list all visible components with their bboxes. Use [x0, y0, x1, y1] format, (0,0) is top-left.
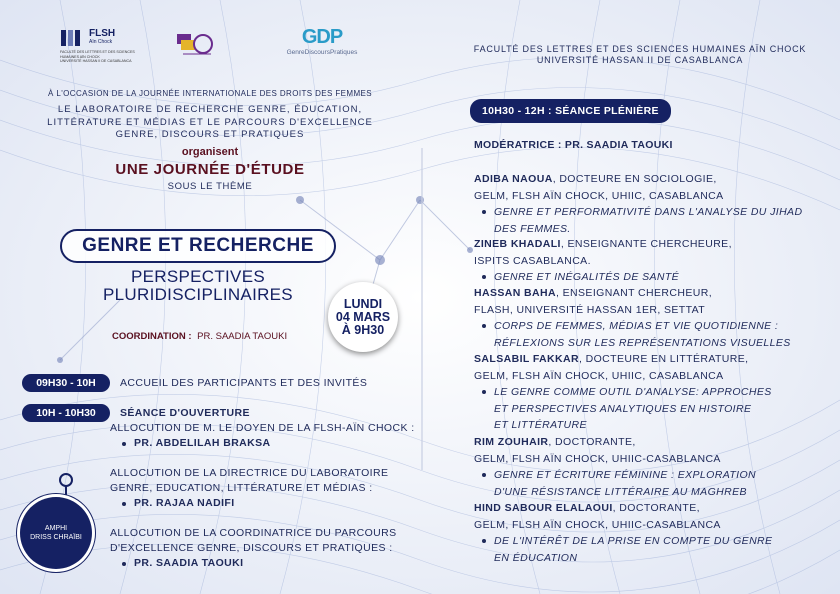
date-day: LUNDI — [343, 296, 383, 311]
speaker-name: RIM ZOUHAIR — [474, 436, 549, 448]
talk-line: DES FEMMES. — [494, 222, 571, 235]
talk-line: RÉFLEXIONS SUR LES REPRÉSENTATIONS VISUELLES — [494, 336, 791, 349]
date-badge — [328, 282, 398, 352]
speaker-name: ZINEB KHADALI — [474, 238, 561, 250]
date-time: À 9H30 — [341, 322, 385, 337]
talk-title — [474, 318, 804, 351]
bullet-dot — [482, 390, 486, 394]
moderator-line: MODÉRATRICE : PR. SAADIA TAOUKI — [474, 139, 673, 151]
opening-speaker: PR. RAJAA NADIFI — [134, 497, 235, 509]
faculty-name: FACULTÉ DES LETTRES ET DES SCIENCES HUMAINES AÏN CHOCK — [473, 44, 807, 54]
speaker-entry — [474, 434, 804, 500]
venue-badge — [20, 497, 92, 569]
talk-line: D'UNE RÉSISTANCE LITTÉRAIRE AU MAGHREB — [494, 485, 747, 498]
talk-line: ET PERSPECTIVES ANALYTIQUES EN HISTOIRE — [494, 402, 752, 415]
speaker-name: SALSABIL FAKKAR — [474, 353, 579, 365]
speaker-entry — [474, 236, 804, 286]
speaker-name: ADIBA NAOUA — [474, 173, 553, 185]
speaker-affiliation: GELM, FLSH AÏN CHOCK, UHIIC, CASABLANCA — [474, 189, 724, 202]
flsh-logo-letters: FLSH — [89, 28, 116, 39]
intro-block — [0, 89, 420, 192]
speaker-role: , DOCTEURE EN SOCIOLOGIE, — [552, 173, 717, 185]
talk-line: GENRE ET ÉCRITURE FÉMININE : EXPLORATION — [494, 469, 757, 481]
venue-line: DRISS CHRAÏBI — [30, 534, 82, 541]
event-type-title: UNE JOURNÉE D'ÉTUDE — [115, 160, 305, 178]
bullet-dot — [482, 473, 486, 477]
talk-line: GENRE ET INÉGALITÉS DE SANTÉ — [494, 271, 680, 283]
talk-title — [474, 533, 804, 566]
date-day-month: 04 MARS — [335, 309, 391, 324]
coordination-name: PR. SAADIA TAOUKI — [197, 331, 288, 342]
lab-emblem-icon — [175, 30, 215, 58]
organizers-text — [0, 104, 420, 142]
opening-speech-line: ALLOCUTION DE LA DIRECTRICE DU LABORATOIRE — [110, 467, 389, 479]
speaker-affiliation: GELM, FLSH AÏN CHOCK, UHIIC, CASABLANCA — [474, 369, 724, 382]
faculty-header — [470, 44, 810, 66]
speaker-role: , DOCTEURE EN LITTÉRATURE, — [578, 353, 749, 365]
bullet-dot — [482, 275, 486, 279]
flsh-emblem-icon — [60, 28, 86, 48]
opening-speech — [110, 421, 415, 451]
organisent-text: organisent — [181, 145, 239, 158]
bullet-dot — [122, 502, 126, 506]
speaker-name: HASSAN BAHA — [474, 287, 556, 299]
talk-line: ET LITTÉRATURE — [494, 419, 587, 431]
schedule-time: 09H30 - 10H — [22, 374, 110, 392]
speaker-entry — [474, 171, 804, 237]
flsh-logo — [60, 28, 140, 64]
gdp-logo — [272, 26, 372, 56]
speaker-bullet — [110, 496, 388, 511]
speaker-role: , DOCTORANTE, — [548, 436, 636, 448]
flsh-caption-line: FACULTÉ DES LETTRES ET DES SCIENCES — [60, 50, 135, 54]
coordination-label: COORDINATION : — [112, 331, 192, 342]
subtitle-block — [60, 268, 336, 304]
speaker-name: HIND SABOUR ELALAOUI — [474, 502, 613, 514]
talk-line: GENRE ET PERFORMATIVITÉ DANS L'ANALYSE DU JIHAD — [494, 206, 803, 218]
schedule-time: 10H - 10H30 — [22, 404, 110, 422]
opening-speech-line: D'EXCELLENCE GENRE, DISCOURS ET PRATIQUES : — [110, 542, 393, 554]
venue-line: AMPHI — [44, 525, 68, 532]
schedule-text: SÉANCE D'OUVERTURE — [120, 407, 250, 419]
speaker-bullet — [110, 556, 397, 571]
lab-logo — [175, 30, 215, 63]
talk-title — [474, 384, 804, 434]
university-name: UNIVERSITÉ HASSAN II DE CASABLANCA — [536, 55, 744, 65]
bullet-dot — [122, 442, 126, 446]
flsh-logo-caption — [60, 50, 140, 64]
speaker-entry — [474, 351, 804, 434]
schedule-text: ACCUEIL DES PARTICIPANTS ET DES INVITÉS — [120, 377, 368, 389]
opening-speech-line: ALLOCUTION DE LA COORDINATRICE DU PARCOURS — [110, 527, 397, 539]
opening-speaker: PR. SAADIA TAOUKI — [134, 557, 244, 569]
opening-speech-line: ALLOCUTION DE M. LE DOYEN DE LA FLSH-AÏN CHOCK : — [110, 422, 415, 434]
talk-line: CORPS DE FEMMES, MÉDIAS ET VIE QUOTIDIENNE : — [494, 320, 779, 332]
subtitle-line: PERSPECTIVES — [131, 267, 265, 286]
speaker-affiliation: GELM, FLSH AÏN CHOCK, UHIIC-CASABLANCA — [474, 452, 721, 465]
organizers-line: LITTÉRATURE ET MÉDIAS ET LE PARCOURS D'EXCELLENCE — [47, 116, 373, 128]
flsh-caption-line: HUMAINES AÏN CHOCK — [60, 54, 100, 59]
subtitle-line: PLURIDISCIPLINAIRES — [103, 285, 293, 304]
schedule-row — [22, 404, 250, 422]
talk-line: EN ÉDUCATION — [494, 551, 578, 564]
speaker-entry — [474, 500, 804, 566]
talk-title — [474, 269, 804, 286]
plenary-label: 10H30 - 12H : SÉANCE PLÉNIÈRE — [470, 99, 671, 123]
opening-speech-line: GENRE, EDUCATION, LITTÉRATURE ET MÉDIAS : — [110, 482, 373, 494]
flsh-caption-line: UNIVERSITÉ HASSAN II DE CASABLANCA — [60, 59, 132, 63]
speaker-bullet — [110, 436, 415, 451]
theme-intro: SOUS LE THÈME — [167, 180, 253, 192]
schedule-row — [22, 374, 367, 392]
bullet-dot — [122, 562, 126, 566]
occasion-text: À L'OCCASION DE LA JOURNÉE INTERNATIONALE DES DROITS DES FEMMES — [48, 89, 372, 98]
bullet-dot — [482, 539, 486, 543]
coordination-line — [112, 331, 287, 342]
organizers-line: LE LABORATOIRE DE RECHERCHE GENRE, ÉDUCATION, — [57, 104, 363, 115]
bullet-dot — [482, 324, 486, 328]
speaker-entry — [474, 285, 804, 351]
gdp-logo-caption: GenreDiscoursPratiques — [286, 49, 358, 56]
speaker-role: , ENSEIGNANT CHERCHEUR, — [556, 287, 713, 299]
speaker-affiliation: GELM, FLSH AÏN CHOCK, UHIIC-CASABLANCA — [474, 518, 721, 531]
speaker-affiliation: FLASH, UNIVERSITÉ HASSAN 1ER, SETTAT — [474, 303, 706, 316]
flsh-logo-sub: Aïn Chock — [89, 39, 113, 45]
organizers-line: GENRE, DISCOURS ET PRATIQUES — [115, 129, 305, 140]
speaker-affiliation: ISPITS CASABLANCA. — [474, 254, 591, 267]
bullet-dot — [482, 210, 486, 214]
talk-line: DE L'INTÉRÊT DE LA PRISE EN COMPTE DU GENRE — [494, 535, 773, 547]
talk-line: LE GENRE COMME OUTIL D'ANALYSE: APPROCHES — [494, 386, 772, 398]
speaker-role: , DOCTORANTE, — [612, 502, 700, 514]
opening-speech — [110, 526, 397, 571]
talk-title — [474, 467, 804, 500]
opening-speech — [110, 466, 388, 511]
opening-speaker: PR. ABDELILAH BRAKSA — [134, 437, 271, 449]
theme-box — [60, 229, 336, 263]
theme-title: GENRE ET RECHERCHE — [82, 235, 314, 256]
gdp-logo-letters: GDP — [301, 26, 343, 48]
speaker-role: , ENSEIGNANTE CHERCHEURE, — [560, 238, 732, 250]
talk-title — [474, 204, 804, 237]
